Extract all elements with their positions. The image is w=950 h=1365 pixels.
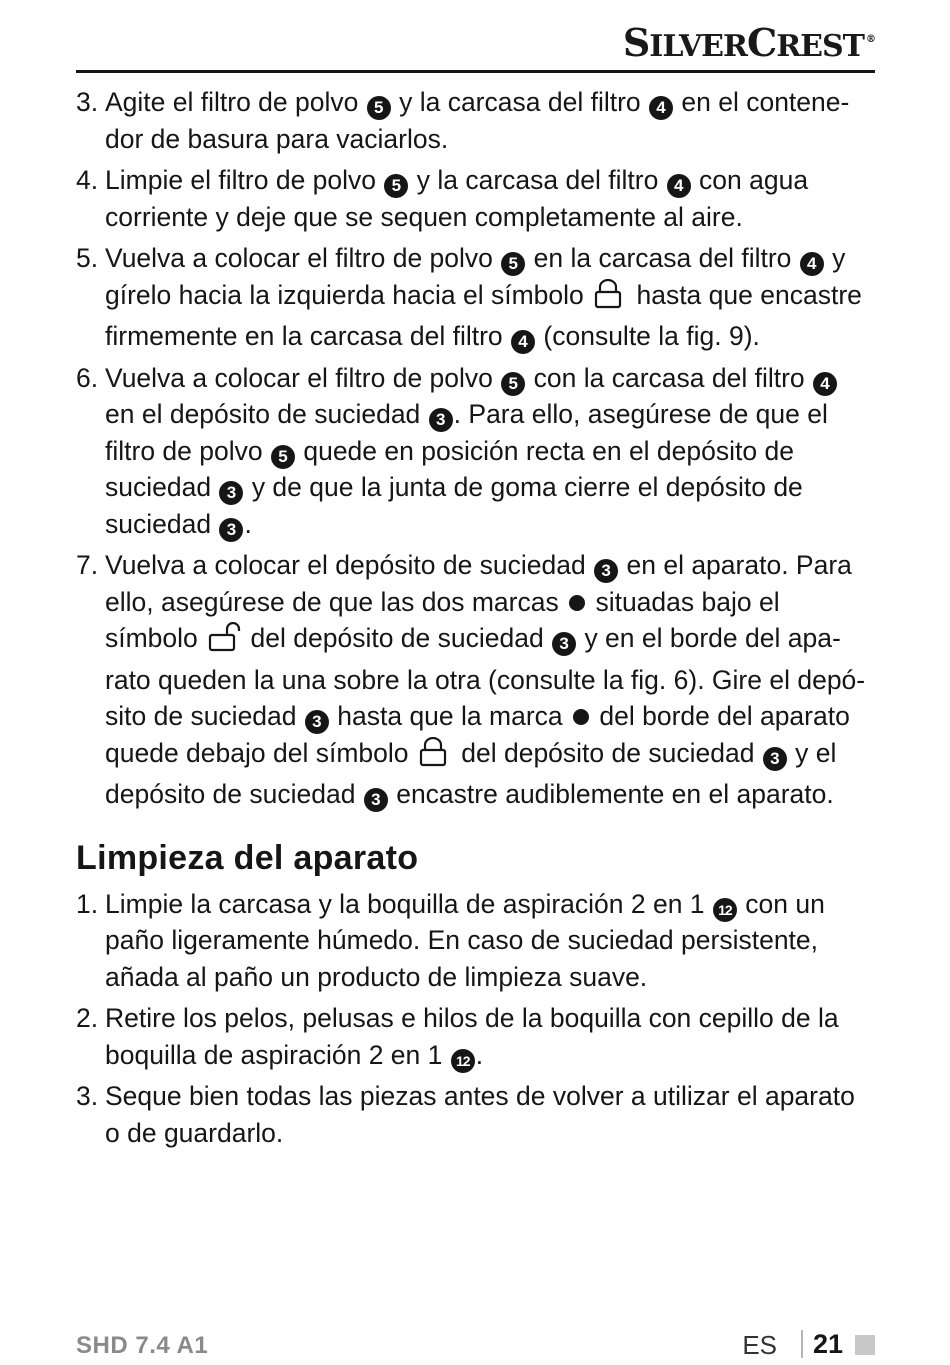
text-run: añada al paño un producto de limpieza suave. <box>105 961 648 992</box>
text-run: Vuelva a colocar el depósito de suciedad <box>105 550 594 580</box>
part-number-badge: 4 <box>649 96 673 120</box>
list-item-text <box>105 360 876 543</box>
list-item-text <box>105 547 876 813</box>
part-number-badge: 4 <box>800 252 824 276</box>
text-run: del borde del aparato <box>592 701 850 731</box>
text-run: corriente y deje que se sequen completamente al aire. <box>105 201 743 232</box>
text-run: con un <box>737 888 825 919</box>
text-run: sito de suciedad <box>105 701 304 731</box>
part-number-badge: 3 <box>552 632 576 656</box>
text-run: Vuelva a colocar el filtro de polvo <box>105 243 501 273</box>
list-item-number: 6. <box>76 362 99 393</box>
lock-closed-icon <box>418 737 452 777</box>
text-run: dor de basura para vaciarlos. <box>105 123 449 154</box>
text-run: hasta que la marca <box>329 701 570 731</box>
text-run: . <box>475 1039 484 1070</box>
lock-closed-icon <box>593 279 627 319</box>
list-item-text <box>105 162 876 235</box>
text-run: paño ligeramente húmedo. En caso de suciedad persistente, <box>105 925 819 955</box>
text-run: suciedad <box>105 472 219 502</box>
list-item <box>76 1078 876 1151</box>
part-number-badge: 5 <box>271 445 295 469</box>
list-item-text <box>105 1078 876 1151</box>
text-run: en la carcasa del filtro <box>526 243 799 273</box>
part-number-badge: 3 <box>219 481 243 505</box>
page-header <box>76 18 875 73</box>
text-run: en el contene- <box>674 87 850 117</box>
text-run: en el depósito de suciedad <box>105 399 428 429</box>
model-number: SHD 7.4 A1 <box>76 1332 209 1359</box>
text-run: depósito de suciedad <box>105 779 363 809</box>
part-number-badge: 3 <box>594 559 618 583</box>
text-run: símbolo <box>105 623 206 653</box>
language-code: ES <box>742 1330 777 1360</box>
text-run: Agite el filtro de polvo <box>105 87 366 117</box>
text-run: y de que la junta de goma cierre el depósito de <box>244 472 803 502</box>
list-item <box>76 1000 876 1073</box>
part-number-badge: 5 <box>501 372 525 396</box>
text-run: y la carcasa del filtro <box>391 87 649 117</box>
part-number-badge: 3 <box>364 788 388 812</box>
text-run: (consulte la fig. 9). <box>536 321 760 351</box>
list-item <box>76 547 876 813</box>
text-run: Limpie el filtro de polvo <box>105 165 384 195</box>
text-run: Retire los pelos, pelusas e hilos de la boquilla con cepillo de la <box>105 1003 839 1033</box>
text-run: . <box>244 508 252 539</box>
text-run: en el aparato. Para <box>619 550 852 580</box>
text-run: con la carcasa del filtro <box>526 362 813 393</box>
part-number-badge: 12 <box>713 898 737 922</box>
text-run: del depósito de suciedad <box>453 737 762 768</box>
list-item-number: 7. <box>76 550 99 580</box>
list-item <box>76 240 876 355</box>
mark-dot-icon <box>569 595 585 611</box>
section-heading: Limpieza del aparato <box>76 838 419 877</box>
text-run: Vuelva a colocar el filtro de polvo <box>105 362 501 393</box>
instruction-list-cleaning <box>76 886 876 1152</box>
text-run: quede debajo del símbolo <box>105 737 416 768</box>
list-item-number: 4. <box>76 165 99 195</box>
brand-logo: SILVERCREST ® <box>622 20 875 65</box>
page-content <box>76 84 876 1156</box>
text-run: y en el borde del apa- <box>577 623 841 653</box>
part-number-badge: 3 <box>305 710 329 734</box>
text-run: hasta que encastre <box>629 279 862 310</box>
text-run: Seque bien todas las piezas antes de volver a utilizar el aparato <box>105 1081 855 1111</box>
part-number-badge: 4 <box>813 372 837 396</box>
list-item <box>76 84 876 157</box>
text-run: situadas bajo el <box>588 586 780 617</box>
page-footer <box>76 1328 875 1362</box>
instruction-list-filter <box>76 84 876 813</box>
list-item-number: 2. <box>76 1003 99 1033</box>
lock-open-icon <box>207 622 241 662</box>
text-run: gírelo hacia la izquierda hacia el símbolo <box>105 279 592 310</box>
mark-dot-icon <box>573 709 589 725</box>
text-run: rato queden la una sobre la otra (consulte la fig. 6). Gire el depó- <box>105 664 866 695</box>
part-number-badge: 4 <box>511 330 535 354</box>
list-item-text <box>105 886 876 996</box>
part-number-badge: 5 <box>367 96 391 120</box>
list-item-number: 1. <box>76 888 99 919</box>
list-item-number: 5. <box>76 243 99 273</box>
text-run: suciedad <box>105 508 219 539</box>
part-number-badge: 3 <box>429 408 453 432</box>
text-run: filtro de polvo <box>105 435 270 466</box>
text-run: con agua <box>691 165 809 195</box>
text-run: del depósito de suciedad <box>243 623 552 653</box>
text-run: encastre audiblemente en el aparato. <box>388 779 834 809</box>
text-run: quede en posición recta en el depósito de <box>295 435 794 466</box>
list-item <box>76 162 876 235</box>
list-item <box>76 886 876 996</box>
text-run: y <box>824 243 846 273</box>
part-number-badge: 12 <box>451 1049 475 1073</box>
part-number-badge: 3 <box>219 518 243 542</box>
text-run: firmemente en la carcasa del filtro <box>105 321 511 351</box>
list-item-number: 3. <box>76 1081 99 1111</box>
list-item-text <box>105 84 876 157</box>
list-item-number: 3. <box>76 87 99 117</box>
page-marker-square <box>855 1335 875 1355</box>
list-item-text <box>105 240 876 355</box>
list-item-text <box>105 1000 876 1073</box>
text-run: y el <box>787 737 837 768</box>
text-run: . Para ello, asegúrese de que el <box>453 399 828 429</box>
part-number-badge: 5 <box>501 252 525 276</box>
text-run: o de guardarlo. <box>105 1117 284 1148</box>
page-number: 21 <box>812 1329 843 1359</box>
footer-divider <box>801 1330 803 1358</box>
part-number-badge: 5 <box>384 174 408 198</box>
text-run: boquilla de aspiración 2 en 1 <box>105 1039 450 1070</box>
text-run: ello, asegúrese de que las dos marcas <box>105 586 567 617</box>
text-run: y la carcasa del filtro <box>409 165 666 195</box>
list-item <box>76 360 876 543</box>
part-number-badge: 4 <box>667 174 691 198</box>
text-run: Limpie la carcasa y la boquilla de aspiración 2 en 1 <box>105 888 712 919</box>
part-number-badge: 3 <box>763 747 787 771</box>
